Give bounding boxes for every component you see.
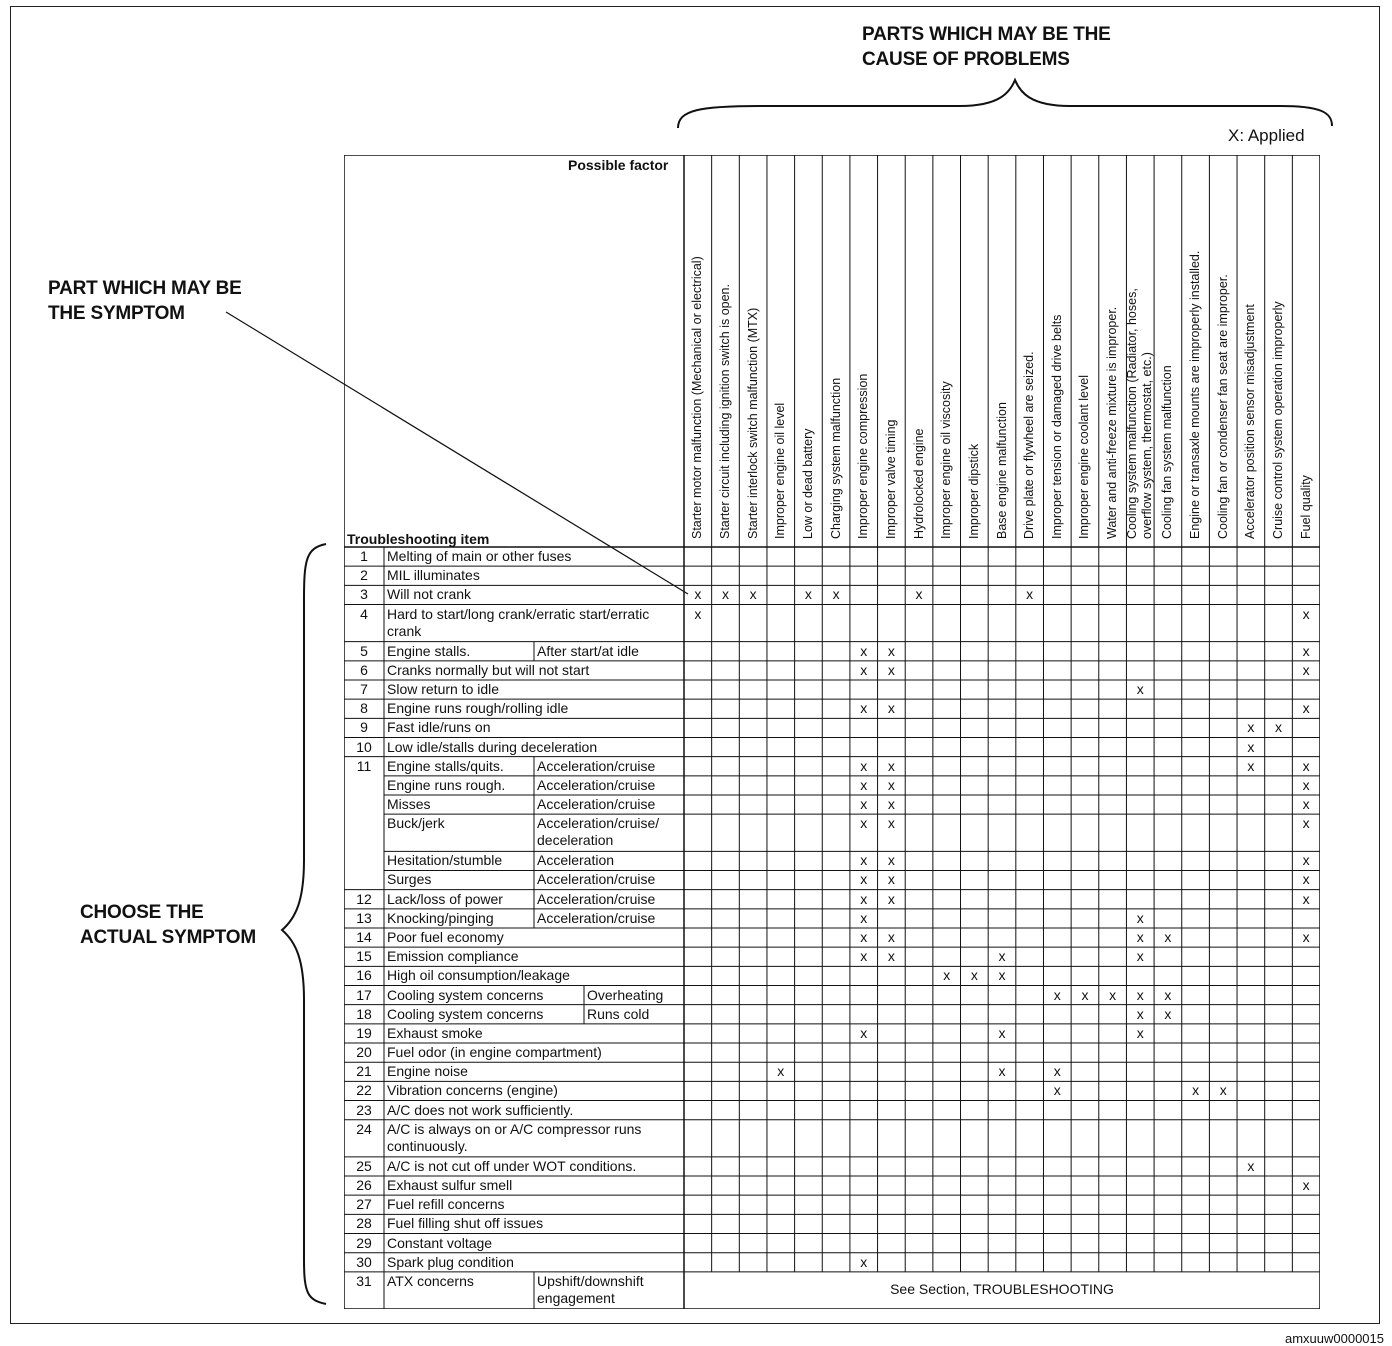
troubleshooting-item: Will not crank bbox=[387, 586, 472, 603]
applied-mark: x bbox=[887, 948, 895, 965]
applied-mark: x bbox=[860, 852, 868, 869]
factor-column-header: Water and anti-freeze mixture is improper. bbox=[1105, 306, 1120, 539]
applied-mark: x bbox=[998, 1024, 1006, 1041]
condition-label: Upshift/downshift engagement bbox=[537, 1272, 644, 1306]
row-number: 26 bbox=[356, 1177, 372, 1193]
applied-mark: x bbox=[860, 871, 868, 888]
row-number: 10 bbox=[356, 738, 372, 755]
applied-mark: x bbox=[887, 700, 895, 717]
factor-column-header: Starter motor malfunction (Mechanical or electrical) bbox=[690, 256, 705, 539]
applied-mark: x bbox=[998, 948, 1006, 965]
applied-mark: x bbox=[1164, 986, 1172, 1003]
applied-mark: x bbox=[887, 871, 895, 888]
troubleshooting-item: Buck/jerk bbox=[387, 815, 445, 832]
row-number: 20 bbox=[356, 1044, 372, 1061]
troubleshooting-item: Fuel odor (in engine compartment) bbox=[387, 1044, 602, 1061]
factor-column-header: Cruise control system operation improperly bbox=[1271, 301, 1286, 539]
applied-mark: x bbox=[887, 661, 895, 678]
row-number: 30 bbox=[356, 1253, 372, 1270]
applied-mark: x bbox=[1247, 757, 1255, 774]
factor-column-header: Improper tension or damaged drive belts bbox=[1049, 314, 1064, 539]
applied-mark: x bbox=[1302, 852, 1310, 869]
row-number: 17 bbox=[356, 986, 372, 1003]
applied-mark: x bbox=[1053, 1082, 1061, 1099]
troubleshooting-item: Low idle/stalls during deceleration bbox=[387, 738, 598, 755]
troubleshooting-item: Spark plug condition bbox=[387, 1253, 514, 1270]
causes-heading: PARTS WHICH MAY BE THE CAUSE OF PROBLEMS bbox=[862, 24, 1111, 70]
condition-label: Overheating bbox=[587, 986, 664, 1003]
applied-mark: x bbox=[1136, 948, 1144, 965]
troubleshooting-item: Fuel filling shut off issues bbox=[387, 1215, 544, 1232]
troubleshooting-item: ATX concerns bbox=[387, 1272, 474, 1289]
applied-mark: x bbox=[860, 642, 868, 659]
applied-mark: x bbox=[777, 1063, 785, 1080]
troubleshooting-item: Cooling system concerns bbox=[387, 986, 544, 1003]
troubleshooting-item: Poor fuel economy bbox=[387, 929, 504, 945]
troubleshooting-item: Slow return to idle bbox=[387, 680, 500, 697]
applied-mark: x bbox=[887, 642, 895, 659]
applied-mark: x bbox=[887, 929, 895, 945]
applied-mark: x bbox=[1302, 757, 1310, 774]
troubleshooting-item-label: Troubleshooting item bbox=[347, 531, 490, 547]
row-number: 7 bbox=[360, 680, 368, 697]
factor-column-header: Improper dipstick bbox=[966, 443, 981, 539]
factor-column-header: Base engine malfunction bbox=[994, 402, 1009, 539]
applied-mark: x bbox=[860, 1253, 868, 1270]
applied-mark: x bbox=[1302, 871, 1310, 888]
row-number: 28 bbox=[356, 1215, 372, 1232]
troubleshooting-matrix bbox=[344, 155, 1320, 1309]
troubleshooting-item: Constant voltage bbox=[387, 1234, 493, 1251]
applied-mark: x bbox=[1302, 776, 1310, 793]
applied-mark: x bbox=[1247, 719, 1255, 736]
troubleshooting-item: Exhaust smoke bbox=[387, 1024, 483, 1041]
applied-legend: X: Applied bbox=[1228, 126, 1305, 145]
applied-mark: x bbox=[1136, 909, 1144, 926]
condition-label: Acceleration/cruise bbox=[537, 890, 656, 907]
row-number: 9 bbox=[360, 719, 368, 736]
applied-mark: x bbox=[1136, 680, 1144, 697]
troubleshooting-item: Cranks normally but will not start bbox=[387, 661, 590, 678]
choose-symptom-heading: CHOOSE THE ACTUAL SYMPTOM bbox=[80, 902, 256, 948]
applied-mark: x bbox=[1302, 815, 1310, 832]
row-number: 15 bbox=[356, 948, 372, 965]
troubleshooting-item: Melting of main or other fuses bbox=[387, 548, 572, 564]
top-brace bbox=[678, 80, 1332, 128]
troubleshooting-item: Hard to start/long crank/erratic start/erratic crank bbox=[387, 605, 650, 639]
row-number: 3 bbox=[360, 586, 368, 603]
applied-mark: x bbox=[1247, 1157, 1255, 1174]
applied-mark: x bbox=[915, 586, 923, 603]
applied-mark: x bbox=[860, 776, 868, 793]
troubleshooting-item: Knocking/pinging bbox=[387, 909, 494, 926]
applied-mark: x bbox=[1302, 929, 1310, 945]
applied-mark: x bbox=[860, 929, 868, 945]
troubleshooting-item: MIL illuminates bbox=[387, 567, 480, 584]
see-section-note: See Section, TROUBLESHOOTING bbox=[890, 1281, 1114, 1298]
troubleshooting-item: Emission compliance bbox=[387, 948, 519, 965]
troubleshooting-item: Engine stalls. bbox=[387, 642, 471, 659]
factor-column-header: Accelerator position sensor misadjustment bbox=[1243, 304, 1258, 539]
applied-mark: x bbox=[998, 1063, 1006, 1080]
row-number: 22 bbox=[356, 1082, 372, 1099]
applied-mark: x bbox=[1302, 890, 1310, 907]
row-number: 14 bbox=[356, 929, 372, 945]
row-number: 16 bbox=[356, 967, 372, 984]
troubleshooting-item: A/C is not cut off under WOT conditions. bbox=[387, 1157, 637, 1174]
condition-label: Acceleration/cruise bbox=[537, 776, 656, 793]
factor-column-header: Charging system malfunction bbox=[828, 377, 843, 539]
applied-mark: x bbox=[1164, 1005, 1172, 1022]
applied-mark: x bbox=[860, 1024, 868, 1041]
row-number: 11 bbox=[356, 757, 372, 774]
troubleshooting-item: Engine stalls/quits. bbox=[387, 757, 504, 774]
applied-mark: x bbox=[943, 967, 951, 984]
troubleshooting-item: Engine runs rough/rolling idle bbox=[387, 700, 569, 717]
applied-mark: x bbox=[887, 890, 895, 907]
troubleshooting-item: Vibration concerns (engine) bbox=[387, 1082, 558, 1099]
factor-column-header: Engine or transaxle mounts are improperly installed. bbox=[1188, 250, 1203, 539]
factor-column-header: Improper engine coolant level bbox=[1077, 375, 1092, 539]
applied-mark: x bbox=[1275, 719, 1283, 736]
troubleshooting-item: High oil consumption/leakage bbox=[387, 967, 570, 984]
applied-mark: x bbox=[749, 586, 757, 603]
row-number: 23 bbox=[356, 1101, 372, 1118]
factor-column-header: Cooling fan system malfunction bbox=[1160, 365, 1175, 539]
row-number: 13 bbox=[356, 909, 372, 926]
row-number: 8 bbox=[360, 700, 368, 717]
applied-mark: x bbox=[860, 890, 868, 907]
troubleshooting-item: A/C is always on or A/C compressor runs continuously. bbox=[387, 1120, 642, 1154]
row-number: 29 bbox=[356, 1234, 372, 1251]
troubleshooting-item: Fast idle/runs on bbox=[387, 719, 491, 736]
applied-mark: x bbox=[1219, 1082, 1227, 1099]
row-number: 18 bbox=[356, 1005, 372, 1022]
troubleshooting-item: A/C does not work sufficiently. bbox=[387, 1101, 574, 1118]
row-number: 12 bbox=[356, 890, 372, 907]
factor-column-header: Cooling system malfunction (Radiator, hoses, overflow system, thermostat, etc.) bbox=[1125, 288, 1155, 539]
applied-mark: x bbox=[860, 700, 868, 717]
factor-column-header: Fuel quality bbox=[1298, 475, 1313, 539]
condition-label: Acceleration/cruise bbox=[537, 796, 656, 812]
applied-mark: x bbox=[860, 948, 868, 965]
applied-mark: x bbox=[1302, 661, 1310, 678]
applied-mark: x bbox=[1192, 1082, 1200, 1099]
applied-mark: x bbox=[1136, 1005, 1144, 1022]
applied-mark: x bbox=[887, 757, 895, 774]
row-number: 6 bbox=[360, 661, 368, 678]
applied-mark: x bbox=[832, 586, 840, 603]
troubleshooting-item: Exhaust sulfur smell bbox=[387, 1177, 513, 1193]
possible-factor-label: Possible factor bbox=[568, 157, 669, 173]
row-number: 21 bbox=[356, 1063, 372, 1080]
troubleshooting-item: Engine noise bbox=[387, 1063, 468, 1080]
applied-mark: x bbox=[970, 967, 978, 984]
row-number: 31 bbox=[356, 1272, 372, 1289]
condition-label: Acceleration bbox=[537, 852, 615, 869]
applied-mark: x bbox=[860, 796, 868, 812]
applied-mark: x bbox=[1302, 700, 1310, 717]
applied-mark: x bbox=[1302, 642, 1310, 659]
row-number: 19 bbox=[356, 1024, 372, 1041]
applied-mark: x bbox=[860, 661, 868, 678]
applied-mark: x bbox=[721, 586, 729, 603]
applied-mark: x bbox=[887, 796, 895, 812]
row-number: 1 bbox=[360, 548, 368, 564]
row-number: 5 bbox=[360, 642, 368, 659]
troubleshooting-item: Engine runs rough. bbox=[387, 776, 506, 793]
applied-mark: x bbox=[1302, 1177, 1310, 1193]
troubleshooting-item: Cooling system concerns bbox=[387, 1005, 544, 1022]
applied-mark: x bbox=[1026, 586, 1034, 603]
condition-label: Acceleration/cruise bbox=[537, 757, 656, 774]
condition-label: After start/at idle bbox=[537, 642, 639, 659]
factor-column-header: Hydrolocked engine bbox=[911, 428, 926, 539]
factor-column-header: Starter circuit including ignition switch is open. bbox=[717, 284, 732, 539]
applied-mark: x bbox=[1053, 986, 1061, 1003]
row-number: 24 bbox=[356, 1120, 372, 1137]
row-number: 2 bbox=[360, 567, 368, 584]
applied-mark: x bbox=[1109, 986, 1117, 1003]
applied-mark: x bbox=[1136, 986, 1144, 1003]
applied-mark: x bbox=[1053, 1063, 1061, 1080]
applied-mark: x bbox=[694, 605, 702, 622]
row-number: 27 bbox=[356, 1196, 372, 1213]
applied-mark: x bbox=[860, 909, 868, 926]
applied-mark: x bbox=[1302, 605, 1310, 622]
applied-mark: x bbox=[1247, 738, 1255, 755]
troubleshooting-item: Misses bbox=[387, 796, 431, 812]
applied-mark: x bbox=[1164, 929, 1172, 945]
factor-column-header: Improper engine compression bbox=[856, 373, 871, 539]
left-brace bbox=[282, 544, 326, 1304]
applied-mark: x bbox=[694, 586, 702, 603]
applied-mark: x bbox=[860, 757, 868, 774]
factor-column-header: Improper valve timing bbox=[883, 419, 898, 539]
applied-mark: x bbox=[1136, 1024, 1144, 1041]
applied-mark: x bbox=[860, 815, 868, 832]
troubleshooting-item: Hesitation/stumble bbox=[387, 852, 503, 869]
factor-column-header: Improper engine oil viscosity bbox=[939, 381, 954, 539]
factor-column-header: Low or dead battery bbox=[800, 428, 815, 539]
applied-mark: x bbox=[887, 815, 895, 832]
symptom-part-heading: PART WHICH MAY BE THE SYMPTOM bbox=[48, 278, 242, 324]
condition-label: Acceleration/cruise/ deceleration bbox=[537, 815, 660, 849]
applied-mark: x bbox=[998, 967, 1006, 984]
factor-column-header: Improper engine oil level bbox=[773, 402, 788, 539]
factor-column-header: Cooling fan or condenser fan seat are improper. bbox=[1215, 274, 1230, 539]
image-id: amxuuw0000015 bbox=[1284, 1331, 1384, 1346]
troubleshooting-item: Fuel refill concerns bbox=[387, 1196, 505, 1213]
condition-label: Runs cold bbox=[587, 1005, 650, 1022]
applied-mark: x bbox=[804, 586, 812, 603]
applied-mark: x bbox=[887, 776, 895, 793]
applied-mark: x bbox=[887, 852, 895, 869]
row-number: 25 bbox=[356, 1157, 372, 1174]
condition-label: Acceleration/cruise bbox=[537, 909, 656, 926]
troubleshooting-item: Surges bbox=[387, 871, 432, 888]
row-number: 4 bbox=[360, 605, 368, 622]
troubleshooting-item: Lack/loss of power bbox=[387, 890, 503, 907]
applied-mark: x bbox=[1136, 929, 1144, 945]
applied-mark: x bbox=[1302, 796, 1310, 812]
factor-column-header: Starter interlock switch malfunction (MTX) bbox=[745, 307, 760, 539]
condition-label: Acceleration/cruise bbox=[537, 871, 656, 888]
factor-column-header: Drive plate or flywheel are seized. bbox=[1022, 351, 1037, 539]
applied-mark: x bbox=[1081, 986, 1089, 1003]
